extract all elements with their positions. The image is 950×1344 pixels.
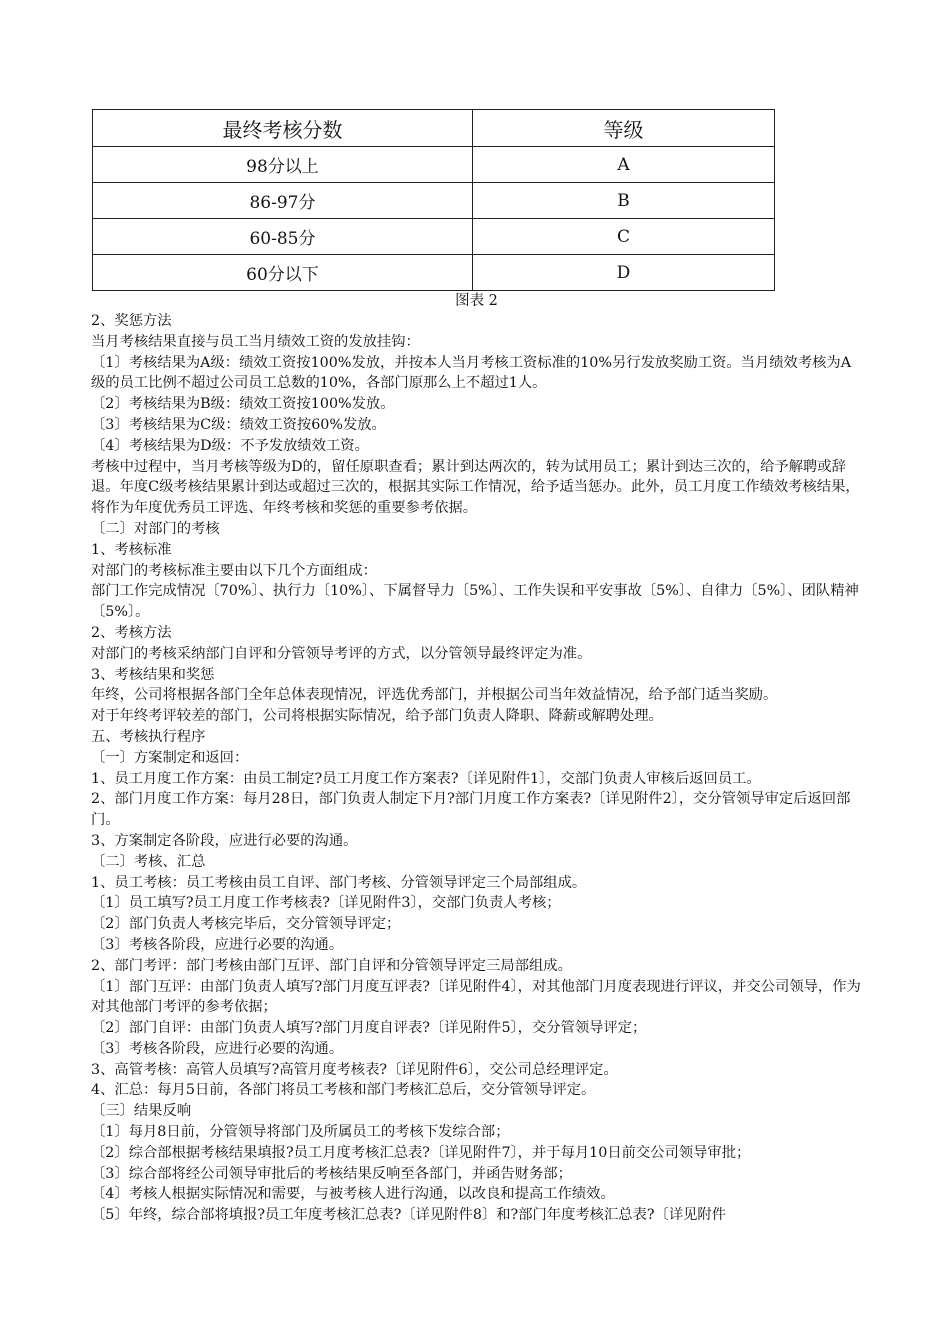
document-body [91, 311, 863, 1226]
section-heading: 五、考核执行程序 [91, 728, 206, 745]
table-row [93, 147, 775, 183]
list-item: 3、高管考核：高管人员填写?高管月度考核表?〔详见附件6〕，交公司总经理评定。 [91, 1061, 618, 1078]
list-item: 〔2〕考核结果为B级：绩效工资按100%发放。 [91, 396, 395, 413]
list-item: 〔3〕考核各阶段，应进行必要的沟通。 [91, 936, 344, 953]
list-item: 〔4〕考核人根据实际情况和需要，与被考核人进行沟通，以改良和提高工作绩效。 [91, 1186, 615, 1203]
list-item: 〔1〕部门互评：由部门负责人填写?部门月度互评表?〔详见附件4〕，对其他部门月度表现进行评议，并交公司领导，作为对其他部门考评的参考依据； [91, 978, 861, 1016]
section-heading: 〔二〕对部门的考核 [91, 520, 220, 537]
section-heading: 2、奖惩方法 [91, 313, 172, 329]
list-item: 〔2〕部门自评：由部门负责人填写?部门月度自评表?〔详见附件5〕，交分管领导评定； [91, 1020, 647, 1037]
list-item: 〔1〕每月8日前，分管领导将部门及所属员工的考核下发综合部； [91, 1124, 510, 1141]
table-caption: 图表 2 [455, 293, 498, 309]
section-heading: 1、考核标准 [91, 541, 172, 558]
list-item: 3、方案制定各阶段，应进行必要的沟通。 [91, 832, 358, 849]
list-item: 〔1〕员工填写?员工月度工作考核表?〔详见附件3〕，交部门负责人考核； [91, 895, 561, 912]
table-cell-score: 98分以上 [93, 147, 473, 183]
table-row [93, 255, 775, 291]
table-cell-grade: A [473, 147, 775, 183]
list-item: 〔3〕考核结果为C级：绩效工资按60%发放。 [91, 416, 386, 433]
section-heading: 〔三〕结果反响 [91, 1103, 192, 1120]
list-item: 2、部门月度工作方案：每月28日，部门负责人制定下月?部门月度工作方案表?〔详见附件2〕，交分管领导审定后返回部门。 [91, 791, 851, 829]
grade-table [92, 109, 775, 291]
table-cell-grade: D [473, 255, 775, 291]
list-item: 2、部门考评：部门考核由部门互评、部门自评和分管领导评定三局部组成。 [91, 957, 572, 974]
table-cell-score: 86-97分 [93, 183, 473, 219]
table-cell-grade: B [473, 183, 775, 219]
column-header-score: 最终考核分数 [93, 110, 473, 147]
paragraph: 年终，公司将根据各部门全年总体表现情况，评选优秀部门，并根据公司当年效益情况，给予部门适当奖励。 [91, 687, 778, 704]
table-row [93, 219, 775, 255]
paragraph: 当月考核结果直接与员工当月绩效工资的发放挂钩： [91, 333, 420, 350]
list-item: 〔2〕部门负责人考核完毕后，交分管领导评定； [91, 916, 401, 933]
list-item: 〔2〕综合部根据考核结果填报?员工月度考核汇总表?〔详见附件7〕，并于每月10日前交公司领导审批； [91, 1144, 751, 1161]
list-item: 〔4〕考核结果为D级：不予发放绩效工资。 [91, 437, 369, 454]
section-heading: 2、考核方法 [91, 624, 172, 641]
table-cell-score: 60分以下 [93, 255, 473, 291]
section-heading: 〔二〕考核、汇总 [91, 853, 206, 870]
table-cell-grade: C [473, 219, 775, 255]
section-heading: 3、考核结果和奖惩 [91, 666, 215, 683]
section-heading: 〔一〕方案制定和返回： [91, 749, 249, 766]
table-header-row [93, 110, 775, 147]
list-item: 4、汇总：每月5日前，各部门将员工考核和部门考核汇总后，交分管领导评定。 [91, 1082, 596, 1099]
paragraph: 部门工作完成情况〔70%〕、执行力〔10%〕、下属督导力〔5%〕、工作失误和平安事故〔5%〕、自律力〔5%〕、团队精神〔5%〕。 [91, 583, 859, 621]
list-item: 〔1〕考核结果为A级：绩效工资按100%发放，并按本人当月考核工资标准的10%另行发放奖励工资。当月绩效考核为A级的员工比例不超过公司员工总数的10%，各部门原那么上不超过1人。 [91, 354, 852, 392]
list-item: 〔3〕综合部将经公司领导审批后的考核结果反响至各部门，并函告财务部； [91, 1165, 572, 1182]
list-item: 〔5〕年终，综合部将填报?员工年度考核汇总表?〔详见附件8〕和?部门年度考核汇总表?〔详见附件 [91, 1207, 727, 1224]
list-item: 1、员工考核：员工考核由员工自评、部门考核、分管领导评定三个局部组成。 [91, 874, 587, 891]
paragraph: 对部门的考核采纳部门自评和分管领导考评的方式，以分管领导最终评定为准。 [91, 645, 592, 662]
list-item: 1、员工月度工作方案：由员工制定?员工月度工作方案表?〔详见附件1〕，交部门负责人审核后返回员工。 [91, 770, 761, 787]
column-header-grade: 等级 [473, 110, 775, 147]
paragraph: 对于年终考评较差的部门，公司将根据实际情况，给予部门负责人降职、降薪或解聘处理。 [91, 708, 663, 725]
paragraph: 对部门的考核标准主要由以下几个方面组成： [91, 562, 377, 579]
paragraph: 考核中过程中，当月考核等级为D的，留任原职查看；累计到达两次的，转为试用员工；累计到达三次的，给予解聘或辞退。年度C级考核结果累计到达或超过三次的，根据其实际工作情况，给予适当惩办。此外，员工月度工作绩效考核结果，将作为年度优秀员工评选、年终考核和奖惩的重要参考依据。 [91, 458, 860, 517]
table-cell-score: 60-85分 [93, 219, 473, 255]
table-row [93, 183, 775, 219]
list-item: 〔3〕考核各阶段，应进行必要的沟通。 [91, 1040, 344, 1057]
